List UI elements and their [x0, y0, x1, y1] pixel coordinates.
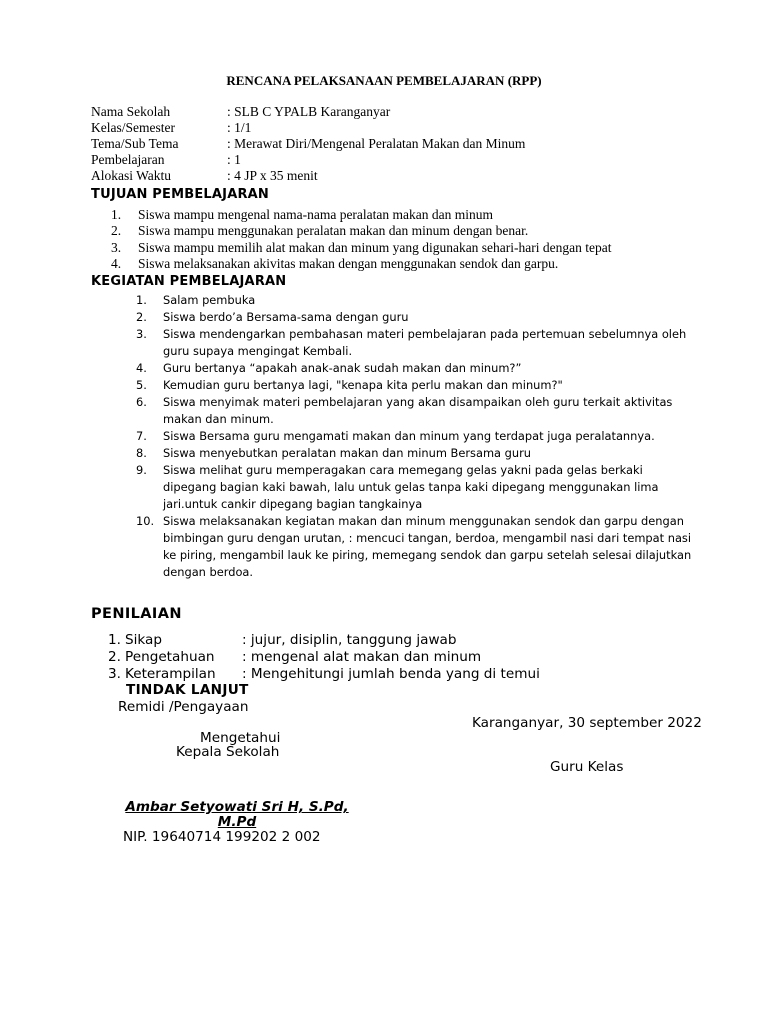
- list-item: [111, 240, 731, 256]
- list-number: 10.: [136, 514, 155, 528]
- list-text: Siswa Bersama guru mengamati makan dan minum yang terdapat juga peralatannya.: [163, 429, 655, 443]
- penilaian-list: [108, 632, 668, 683]
- info-label: Tema/Sub Tema: [91, 136, 179, 151]
- list-number: 3.: [108, 666, 121, 682]
- place-date: Karanganyar, 30 september 2022: [472, 715, 702, 731]
- document-title: RENCANA PELAKSANAAN PEMBELAJARAN (RPP): [226, 73, 542, 88]
- principal-nip: NIP. 19640714 199202 2 002: [123, 829, 321, 845]
- list-number: 4.: [111, 255, 122, 271]
- tindak-lanjut-heading: TINDAK LANJUT: [126, 682, 249, 698]
- list-number: 8.: [136, 446, 147, 460]
- list-text: Salam pembuka: [163, 293, 256, 307]
- list-text: Siswa menyimak materi pembelajaran yang akan disampaikan oleh guru terkait aktivitas makan dan minum.: [163, 395, 673, 426]
- assessment-value: : Mengehitungi jumlah benda yang di temui: [242, 666, 540, 682]
- list-item: [111, 256, 731, 272]
- list-text: Siswa mampu memilih alat makan dan minum yang digunakan sehari-hari dengan tepat: [138, 239, 612, 255]
- list-number: 2.: [111, 223, 122, 239]
- list-item: [108, 666, 668, 683]
- principal-name: Ambar Setyowati Sri H, S.Pd, M.Pd: [125, 799, 349, 830]
- assessment-label: Pengetahuan: [125, 649, 215, 665]
- info-value: : 1: [227, 152, 241, 167]
- list-number: 3.: [111, 239, 122, 255]
- list-text: Siswa mampu mengenal nama-nama peralatan makan dan minum: [138, 207, 494, 222]
- info-value: : SLB C YPALB Karanganyar: [227, 104, 391, 119]
- kegiatan-heading: KEGIATAN PEMBELAJARAN: [91, 274, 287, 289]
- list-text: Siswa melaksanakan kegiatan makan dan minum menggunakan sendok dan garpu dengan bimbingan guru dengan urutan, : mencuci tangan, berdoa, mengambil nasi dari tempat nasi ke piring, mengambil lauk ke piring, memegang sendok dan garpu setelah selesai dilajutkan dengan berdoa.: [163, 514, 692, 579]
- assessment-value: : mengenal alat makan dan minum: [242, 649, 482, 665]
- list-item: [136, 377, 696, 394]
- list-item: [136, 394, 696, 428]
- info-label: Nama Sekolah: [91, 104, 171, 119]
- list-number: 1.: [111, 207, 122, 222]
- list-number: 9.: [136, 463, 147, 477]
- list-item: [136, 428, 696, 445]
- list-text: Siswa menyebutkan peralatan makan dan minum Bersama guru: [163, 446, 532, 460]
- list-text: Siswa mampu menggunakan peralatan makan dan minum dengan benar.: [138, 223, 529, 239]
- list-item: [136, 513, 696, 581]
- list-item: [136, 292, 696, 309]
- list-text: Siswa melaksanakan akivitas makan dengan menggunakan sendok dan garpu.: [138, 255, 559, 271]
- acknowledged-label: Mengetahui: [200, 730, 281, 746]
- list-number: 5.: [136, 378, 147, 392]
- info-value: : Merawat Diri/Mengenal Peralatan Makan dan Minum: [227, 136, 526, 151]
- info-row-class: [91, 120, 711, 136]
- list-number: 1.: [136, 293, 147, 307]
- list-item: [108, 649, 668, 666]
- list-text: Siswa mendengarkan pembahasan materi pembelajaran pada pertemuan sebelumnya oleh guru supaya mengingat Kembali.: [163, 327, 687, 358]
- list-item: [108, 632, 668, 649]
- info-row-school: [91, 104, 711, 120]
- list-item: [136, 326, 696, 360]
- list-text: Siswa berdo’a Bersama-sama dengan guru: [163, 310, 409, 324]
- list-number: 2.: [108, 649, 121, 665]
- list-number: 3.: [136, 327, 147, 341]
- identity-block: [91, 104, 711, 184]
- list-item: [111, 207, 731, 223]
- list-number: 1.: [108, 632, 121, 648]
- tindak-lanjut-text: Remidi /Pengayaan: [118, 699, 249, 715]
- assessment-value: : jujur, disiplin, tanggung jawab: [242, 632, 457, 648]
- list-number: 2.: [136, 310, 147, 324]
- list-item: [136, 309, 696, 326]
- tujuan-list: [111, 207, 731, 272]
- info-label: Kelas/Semester: [91, 120, 175, 135]
- assessment-label: Keterampilan: [125, 666, 216, 682]
- list-number: 6.: [136, 395, 147, 409]
- list-item: [111, 223, 731, 239]
- info-value: : 1/1: [227, 120, 252, 135]
- list-item: [136, 360, 696, 377]
- info-row-theme: [91, 136, 711, 152]
- list-number: 4.: [136, 361, 147, 375]
- tujuan-heading: TUJUAN PEMBELAJARAN: [91, 187, 270, 202]
- list-item: [136, 445, 696, 462]
- list-number: 7.: [136, 429, 147, 443]
- info-label: Pembelajaran: [91, 152, 165, 167]
- list-text: Siswa melihat guru memperagakan cara memegang gelas yakni pada gelas berkaki dipegang bagian kaki bawah, lalu untuk gelas tanpa kaki dipegang menggunakan lima jari.untuk cankir dipegang bagian tangkainya: [163, 463, 659, 511]
- kegiatan-list: [136, 292, 696, 581]
- list-item: [136, 462, 696, 513]
- assessment-label: Sikap: [125, 632, 162, 648]
- info-row-time: [91, 168, 711, 184]
- principal-title: Kepala Sekolah: [176, 744, 280, 760]
- info-row-lesson: [91, 152, 711, 168]
- list-text: Guru bertanya “apakah anak-anak sudah makan dan minum?”: [163, 361, 522, 375]
- teacher-title: Guru Kelas: [550, 759, 624, 775]
- info-label: Alokasi Waktu: [91, 168, 172, 183]
- penilaian-heading: PENILAIAN: [91, 606, 182, 622]
- list-text: Kemudian guru bertanya lagi, "kenapa kita perlu makan dan minum?": [163, 378, 563, 392]
- info-value: : 4 JP x 35 menit: [227, 168, 318, 183]
